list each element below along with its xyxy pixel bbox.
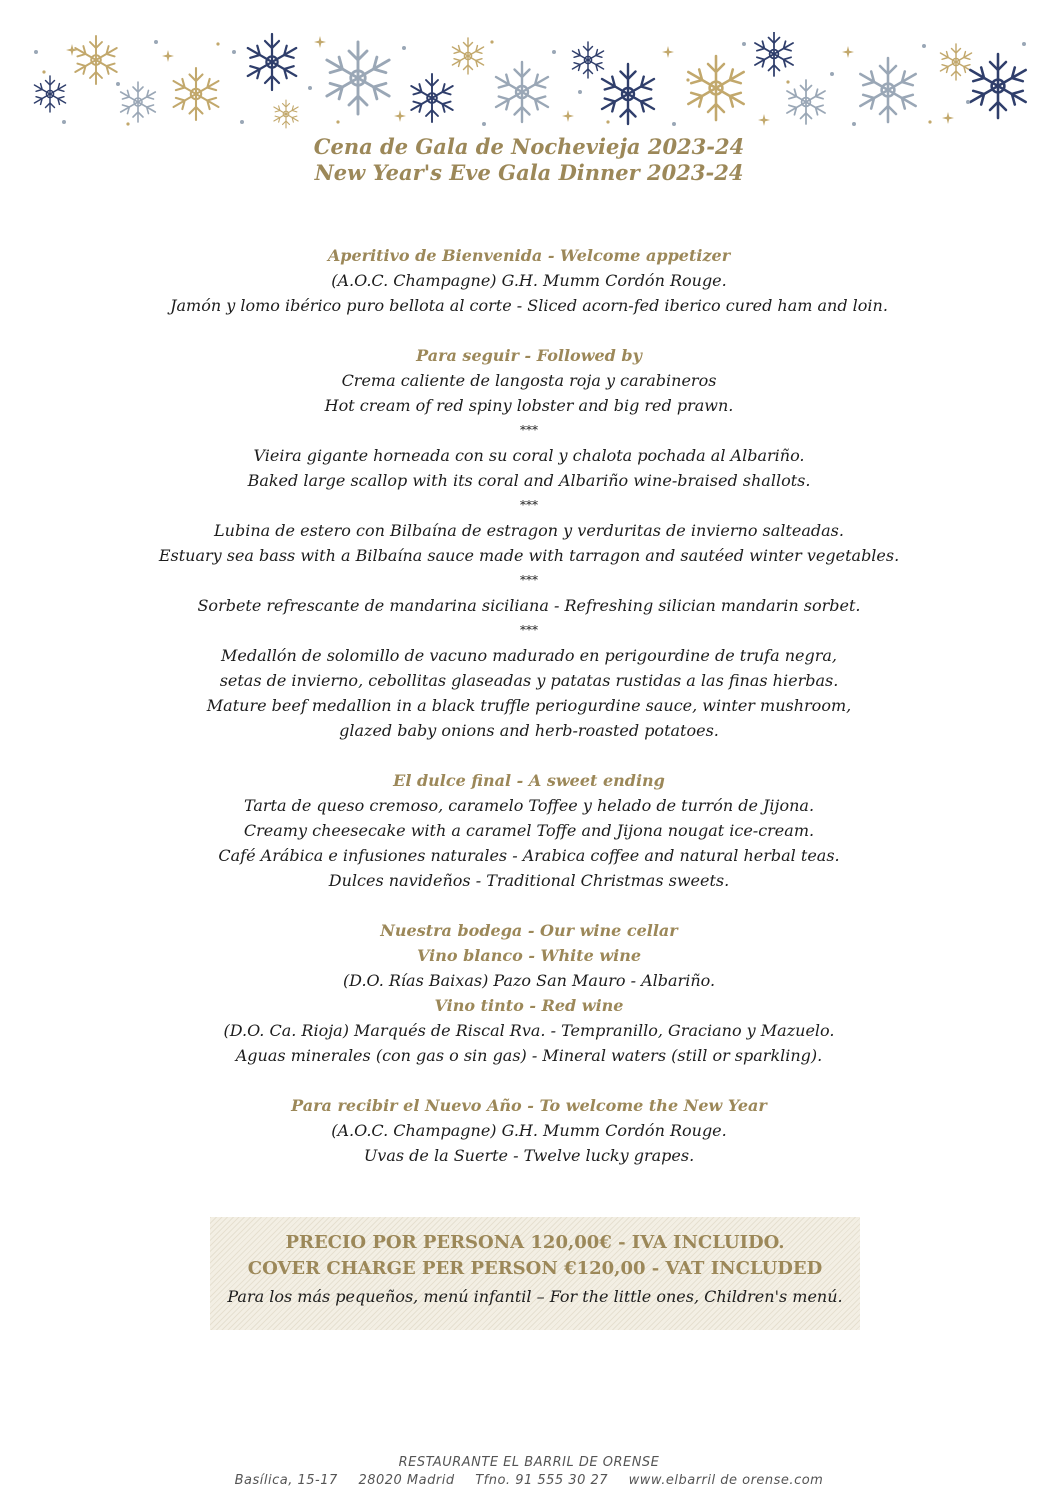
title-spanish: Cena de Gala de Nochevieja 2023-24	[313, 134, 745, 159]
course-separator: ***	[520, 423, 538, 437]
course-separator: ***	[520, 498, 538, 512]
menu-line: Dulces navideños - Traditional Christmas sweets.	[328, 871, 730, 890]
section-heading-appetizer: Aperitivo de Bienvenida - Welcome appetizer	[327, 246, 731, 265]
snowflake-icon	[496, 62, 548, 122]
snowflake-icon	[787, 80, 825, 124]
snowflake-icon	[688, 56, 743, 120]
snowflake-icon	[572, 42, 603, 78]
restaurant-name: RESTAURANTE EL BARRIL DE ORENSE	[398, 1455, 660, 1470]
snowflake-icon	[940, 44, 971, 80]
snowflake-icon	[274, 100, 298, 128]
snowflake-icon	[121, 82, 156, 122]
menu-line: Aguas minerales (con gas o sin gas) - Mineral waters (still or sparkling).	[235, 1046, 823, 1065]
snowflake-icon	[174, 68, 219, 120]
menu-line: Medallón de solomillo de vacuno madurado en perigourdine de trufa negra,	[221, 646, 837, 665]
menu-line: Estuary sea bass with a Bilbaína sauce made with tarragon and sautéed winter vegetables.	[158, 546, 900, 565]
subheading-red-wine: Vino tinto - Red wine	[434, 996, 624, 1015]
snowflake-icon	[860, 58, 915, 122]
menu-line: Jamón y lomo ibérico puro bellota al corte - Sliced acorn-fed iberico cured ham and loin.	[170, 296, 888, 315]
phone: Tfno. 91 555 30 27	[475, 1473, 609, 1488]
snowflake-icon	[411, 74, 453, 122]
menu-line: Hot cream of red spiny lobster and big red prawn.	[324, 396, 734, 415]
snowflake-icon	[34, 76, 65, 112]
snowflake-icon	[970, 54, 1025, 118]
subheading-white-wine: Vino blanco - White wine	[416, 946, 642, 965]
menu-line: Tarta de queso cremoso, caramelo Toffee y helado de turrón de Jijona.	[243, 796, 815, 815]
snowflake-icon	[327, 42, 389, 114]
street-address: Basílica, 15-17	[234, 1473, 338, 1488]
menu-line: setas de invierno, cebollitas glaseadas y patatas rustidas a las finas hierbas.	[219, 671, 839, 690]
snowflake-banner	[28, 32, 1032, 130]
menu-line: Mature beef medallion in a black truffle periogurdine sauce, winter mushroom,	[206, 696, 852, 715]
menu-line: Crema caliente de langosta roja y carabineros	[341, 371, 717, 390]
menu-line: glazed baby onions and herb-roasted potatoes.	[339, 721, 719, 740]
menu-body	[0, 243, 1058, 1168]
menu-line: (A.O.C. Champagne) G.H. Mumm Cordón Rouge.	[331, 271, 727, 290]
snowflake-icon	[248, 34, 296, 90]
price-spanish: PRECIO POR PERSONA 120,00€ - IVA INCLUIDO.	[285, 1232, 785, 1253]
menu-line: (A.O.C. Champagne) G.H. Mumm Cordón Rouge.	[331, 1121, 727, 1140]
section-heading-wine: Nuestra bodega - Our wine cellar	[380, 921, 678, 940]
menu-title	[0, 134, 1058, 186]
address-line	[0, 1472, 1058, 1490]
snowflake-icon	[452, 38, 483, 74]
menu-line: Sorbete refrescante de mandarina siciliana - Refreshing silician mandarin sorbet.	[197, 596, 861, 615]
snowflake-icon	[602, 64, 654, 124]
menu-line: Creamy cheesecake with a caramel Toffe and Jijona nougat ice-cream.	[243, 821, 815, 840]
course-separator: ***	[520, 573, 538, 587]
section-heading-dessert: El dulce final - A sweet ending	[393, 771, 665, 790]
price-box	[210, 1217, 860, 1330]
menu-line: (D.O. Rías Baixas) Pazo San Mauro - Albariño.	[342, 971, 716, 990]
city: 28020 Madrid	[358, 1473, 455, 1488]
snowflake-icon	[755, 32, 793, 76]
kids-menu-note: Para los más pequeños, menú infantil – For the little ones, Children's menú.	[227, 1287, 843, 1306]
website: www.elbarril de orense.com	[628, 1473, 824, 1488]
menu-line: (D.O. Ca. Rioja) Marqués de Riscal Rva. - Tempranillo, Graciano y Mazuelo.	[223, 1021, 835, 1040]
footer	[0, 1454, 1058, 1490]
menu-line: Café Arábica e infusiones naturales - Arabica coffee and natural herbal teas.	[218, 846, 840, 865]
section-heading-newyear: Para recibir el Nuevo Año - To welcome the New Year	[291, 1096, 767, 1115]
course-separator: ***	[520, 623, 538, 637]
title-english: New Year's Eve Gala Dinner 2023-24	[314, 160, 744, 185]
section-heading-followed: Para seguir - Followed by	[416, 346, 642, 365]
menu-line: Lubina de estero con Bilbaína de estragon y verduritas de invierno salteadas.	[214, 521, 844, 540]
menu-line: Uvas de la Suerte - Twelve lucky grapes.	[363, 1146, 695, 1165]
price-english: COVER CHARGE PER PERSON €120,00 - VAT INCLUDED	[247, 1258, 823, 1279]
menu-line: Vieira gigante horneada con su coral y chalota pochada al Albariño.	[253, 446, 805, 465]
snowflake-icon	[75, 36, 117, 84]
menu-line: Baked large scallop with its coral and Albariño wine-braised shallots.	[247, 471, 811, 490]
